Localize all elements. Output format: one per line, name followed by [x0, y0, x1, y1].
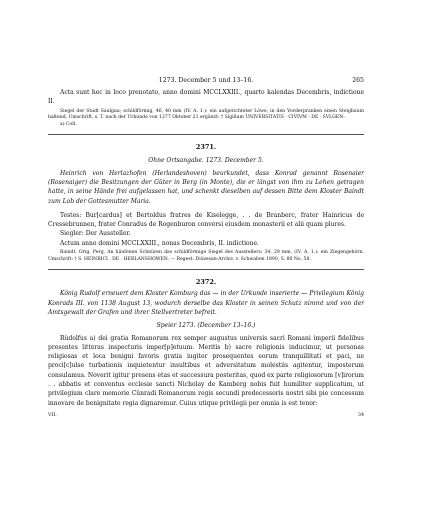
doc-2371-note: Baindt. Orig. Perg. An häufenen Schnüren das schildförmige Siegel des Ausstellers: 34, 29 mm, (IV. A. 1.): ein Ziegengehörn. Umschrift: † S. HEINRICI . DE . HERLANSHOWEN. — Regest: Diözesan-Archiv. v. Schwaben 1890, S. 80 No. 58. [48, 250, 364, 262]
doc-2370-closing: Acta sunt hec in loco prenotato, anno domini MCCLXXIII., quarto kalendas Decembris, indictione II. [48, 89, 364, 106]
document-page [48, 76, 364, 420]
doc-2370-footnote: a) Coll. [60, 121, 77, 127]
signature-mark: VII. [48, 412, 57, 418]
doc-2371-actum: Actum anno domini MCCLXXIII., nonas Decembris, II. indictione. [60, 239, 259, 247]
doc-2372-place-date: Speier 1273. (December 13–16.) [156, 322, 256, 330]
running-header [48, 76, 364, 88]
page-number: 265 [352, 77, 364, 84]
doc-2372-number: 2372. [195, 278, 217, 287]
doc-2371-regest: Heinrich von Herlazhofen (Herlandeshoven) beurkundet, dass Konrad genannt Rosenaier (Rosenaiger) die Besitzungen der Güter in Berg (in Monte), die er längst von ihm zu Lehen getragen hatte, in seine Hände frei aufgelassen hat, und schenkt dieselben auf dessen Bitte dem Kloster Baindt zum Lob der Gottesmutter Maria. [48, 169, 364, 205]
divider [48, 134, 364, 135]
divider [48, 269, 364, 270]
header-title: 1273. December 5 und 13–16. [158, 77, 254, 84]
doc-2371-siegler: Siegler: Der Aussteller. [60, 230, 131, 238]
doc-2370-seal-note: Siegel der Stadt Saulgau; schildförmig, 46, 40 mm (IV. A. 1.): ein aufgerichteter Löwe, in den Vorderpranken einen Steigbaum haltend. Umschrift, s. T. nach der Urkunde von 1277 Oktober 21 ergänzt: † Sigillum UNIVERSITATIS · CIVIVM · DE · SVLGEN·. [48, 108, 364, 121]
doc-2371-place-date: Ohne Ortsangabe. 1273. December 5. [148, 157, 264, 165]
page-footer [48, 411, 364, 420]
doc-2372-text: Rûdolfus a) dei gratia Romanorum rex semper augustus universis sacri Romani imperii fidelibus presentes litteras inspecturis imper[p]etuum. Meritis b) sacre religionis inducimur, ut personas religiosas et loca benigni favoris gratia iugiter prosequentes eorum tranquillitati et paci, ne proci[c]ulse turbationis inquietentur insultibus et adversitatum molestiis agitentur, imposterum consulamus. Noverit igitur presens etas et successura posteritas, quod ex parte religiosorum [v]irorum . . abbatis et conventus ecclesie sancti Nicholay de Kamberg nobis fuit humiliter supplicatum, ut privilegium clare memorie Cûnradi Romanorum regis secundi predecessoris nostri sibi pie concessum innovare de benignitate regia dignaremur. Cuius utique privilegii per omnia is est tenor: [48, 334, 364, 407]
sheet-number: 34 [357, 412, 364, 418]
doc-2371-testes: Testes: Bur[cardus] et Bertoldus fratres de Kiselegge, . . de Branberc, frater Hainricus de Cressebrunnen, frater Conradus de Rogenburon conversi eiusdem monasterii et alii quam plures. [48, 211, 364, 229]
doc-2372-regest: König Rudolf erneuert dem Kloster Komburg das — in der Urkunde inserierte — Privilegium König Konrads III. von 1138 August 13, wodurch derselbe das Kloster in seinen Schutz nimmt und von der Amtsgewalt der Grafen und ihrer Stellvertreter befreit. [48, 290, 364, 316]
doc-2371-number: 2371. [195, 143, 217, 152]
